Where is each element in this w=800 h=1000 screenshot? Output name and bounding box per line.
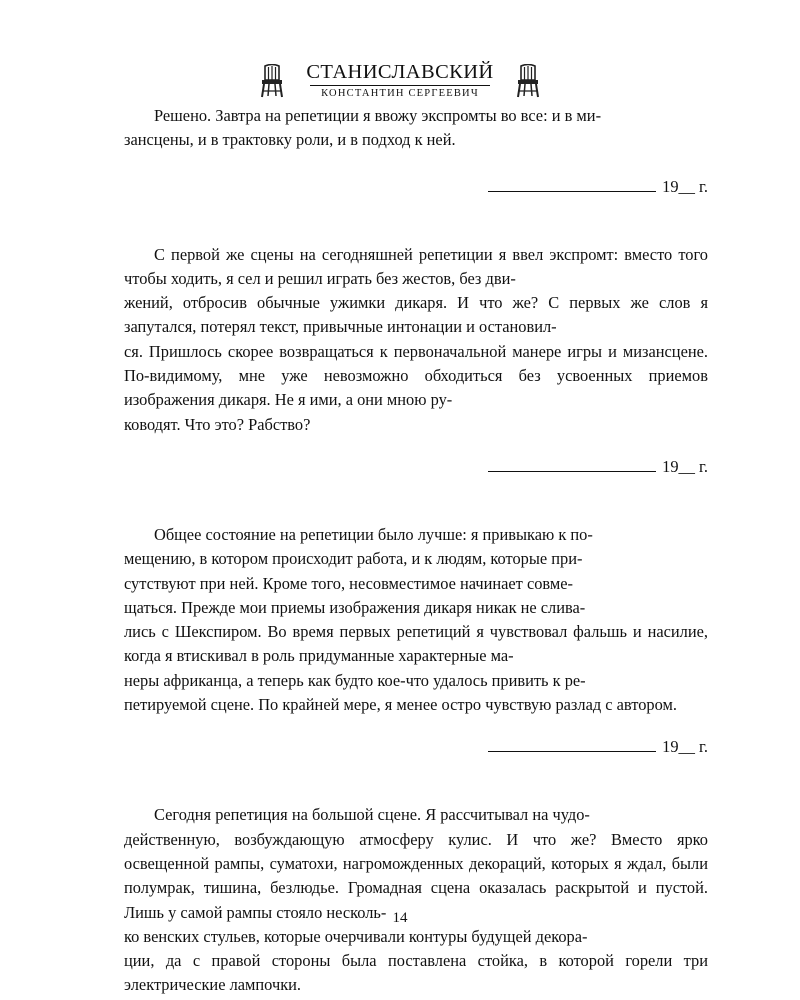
date-line bbox=[124, 455, 708, 479]
title-divider bbox=[310, 85, 490, 86]
diary-paragraph: Решено. Завтра на репетиции я ввожу экспромты во все: и в ми- зансцены, и в трактовку роли, и в подход к ней. bbox=[124, 106, 602, 150]
date-year: 19__ г. bbox=[662, 737, 708, 757]
page-body bbox=[124, 102, 708, 998]
diary-paragraph: Общее состояние на репетиции было лучше: я привыкаю к по- мещению, в котором происходит работа, и к людям, которые при- сутствуют при ней. Кроме того, несовместимое начинает совме- щаться. Прежде мои приемы изображения дикаря никак не слива- лись с Шекспиром. Во время первых репетиций я чувствовал фальшь и насилие, когда я втискивал в роль придуманные характерные ма- неры африканца, а теперь как будто кое-что удалось привить к ре- петируемой сцене. По крайней мере, я менее остро чувствую разлад с автором. bbox=[124, 524, 708, 715]
date-blank bbox=[488, 737, 656, 752]
date-year: 19__ г. bbox=[662, 176, 708, 196]
page-number: 14 bbox=[392, 910, 408, 926]
date-blank bbox=[488, 457, 656, 472]
author-name: КОНСТАНТИН СЕРГЕЕВИЧ bbox=[321, 88, 479, 99]
date-year: 19__ г. bbox=[662, 456, 708, 476]
author-surname: СТАНИСЛАВСКИЙ bbox=[306, 61, 494, 83]
chair-icon bbox=[260, 64, 284, 98]
date-blank bbox=[488, 177, 656, 192]
chair-icon bbox=[516, 64, 540, 98]
author-title bbox=[306, 62, 493, 100]
date-line bbox=[124, 175, 708, 199]
diary-paragraph: С первой же сцены на сегодняшней репетиции я ввел экспромт: вместо того чтобы ходить, я сел и решил играть без жестов, без дви- жений, отбросив обычные ужимки дикаря. И что же? С первых же слов я запутался, потерял текст, привычные интонации и остановил- ся. Пришлось скорее возвращаться к первоначальной манере игры и мизансцене. По-видимому, мне уже невозможно обходиться без усвоенных приемов изображения дикаря. Не я ими, а они мною ру- ководят. Что это? Рабство? bbox=[124, 244, 708, 434]
diary-paragraph: Сегодня репетиция на большой сцене. Я рассчитывал на чудо- действенную, возбуждающую атмосферу кулис. И что же? Вместо ярко освещенной рампы, суматохи, нагроможденных декораций, которых я ждал, были полумрак, тишина, безлюдье. Громадная сцена оказалась раскрытой и пустой. Лишь у самой рампы стояло несколь- ко венских стульев, которые очерчивали контуры будущей декора- ции, да с правой стороны была поставлена стойка, в которой горели три электрические лампочки. bbox=[124, 805, 708, 995]
date-line bbox=[124, 735, 708, 759]
